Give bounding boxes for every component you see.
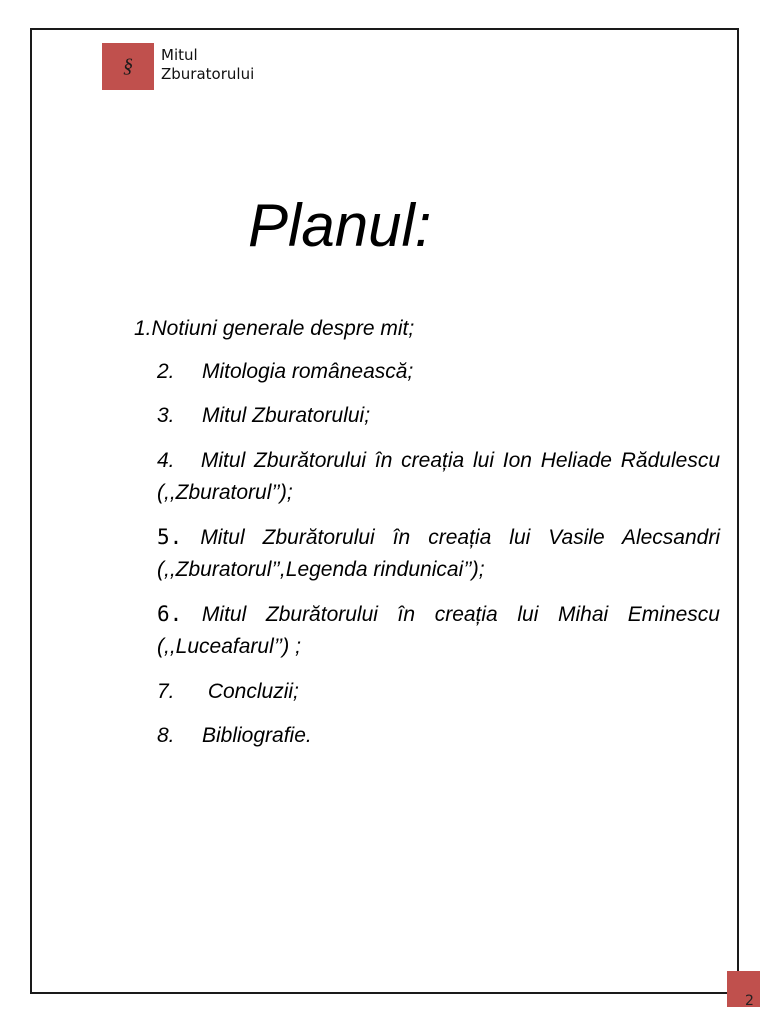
header-title-line2: Zburatorului <box>161 65 255 83</box>
list-item <box>157 356 413 388</box>
header-title-line1: Mitul <box>161 46 198 64</box>
page-number: 2 <box>745 993 754 1009</box>
section-logo <box>102 43 154 90</box>
list-item-number: 7. <box>157 680 175 703</box>
section-sign-icon: § <box>123 55 133 77</box>
list-item-number: 3. <box>157 404 175 427</box>
list-item-number: 1. <box>134 317 152 340</box>
list-item-number: 4. <box>157 449 175 472</box>
list-item-number: 8. <box>157 724 175 747</box>
page-number-box <box>727 971 760 1007</box>
list-item-text: Concluzii; <box>202 680 299 703</box>
list-item-number: 2. <box>157 360 175 383</box>
list-item <box>157 400 370 432</box>
list-item <box>157 598 720 663</box>
page-title: Planul: <box>248 192 432 259</box>
list-item-text: Notiuni generale despre mit; <box>151 317 415 340</box>
list-item-number: 5. <box>157 525 183 549</box>
list-item-number: 6. <box>157 602 183 626</box>
list-item-text: Mitul Zburătorului în creația lui Ion Heliade Rădulescu (,,Zburatorul’’); <box>157 449 720 504</box>
page-border <box>30 28 739 994</box>
list-item <box>157 445 720 509</box>
list-item-text: Mitul Zburatorului; <box>202 404 371 427</box>
header-title <box>161 46 254 84</box>
list-item <box>134 313 414 345</box>
list-item-text: Mitul Zburătorului în creația lui Vasile Alecsandri (,,Zburatorul’’,Legenda rindunicai’’); <box>157 526 720 581</box>
list-item-text: Mitologia românească; <box>202 360 414 383</box>
list-item-text: Bibliografie. <box>202 724 312 747</box>
list-item <box>157 720 312 752</box>
list-item <box>157 521 720 586</box>
list-item <box>157 676 299 708</box>
list-item-text: Mitul Zburătorului în creația lui Mihai Eminescu (,,Luceafarul’’) ; <box>157 603 720 658</box>
